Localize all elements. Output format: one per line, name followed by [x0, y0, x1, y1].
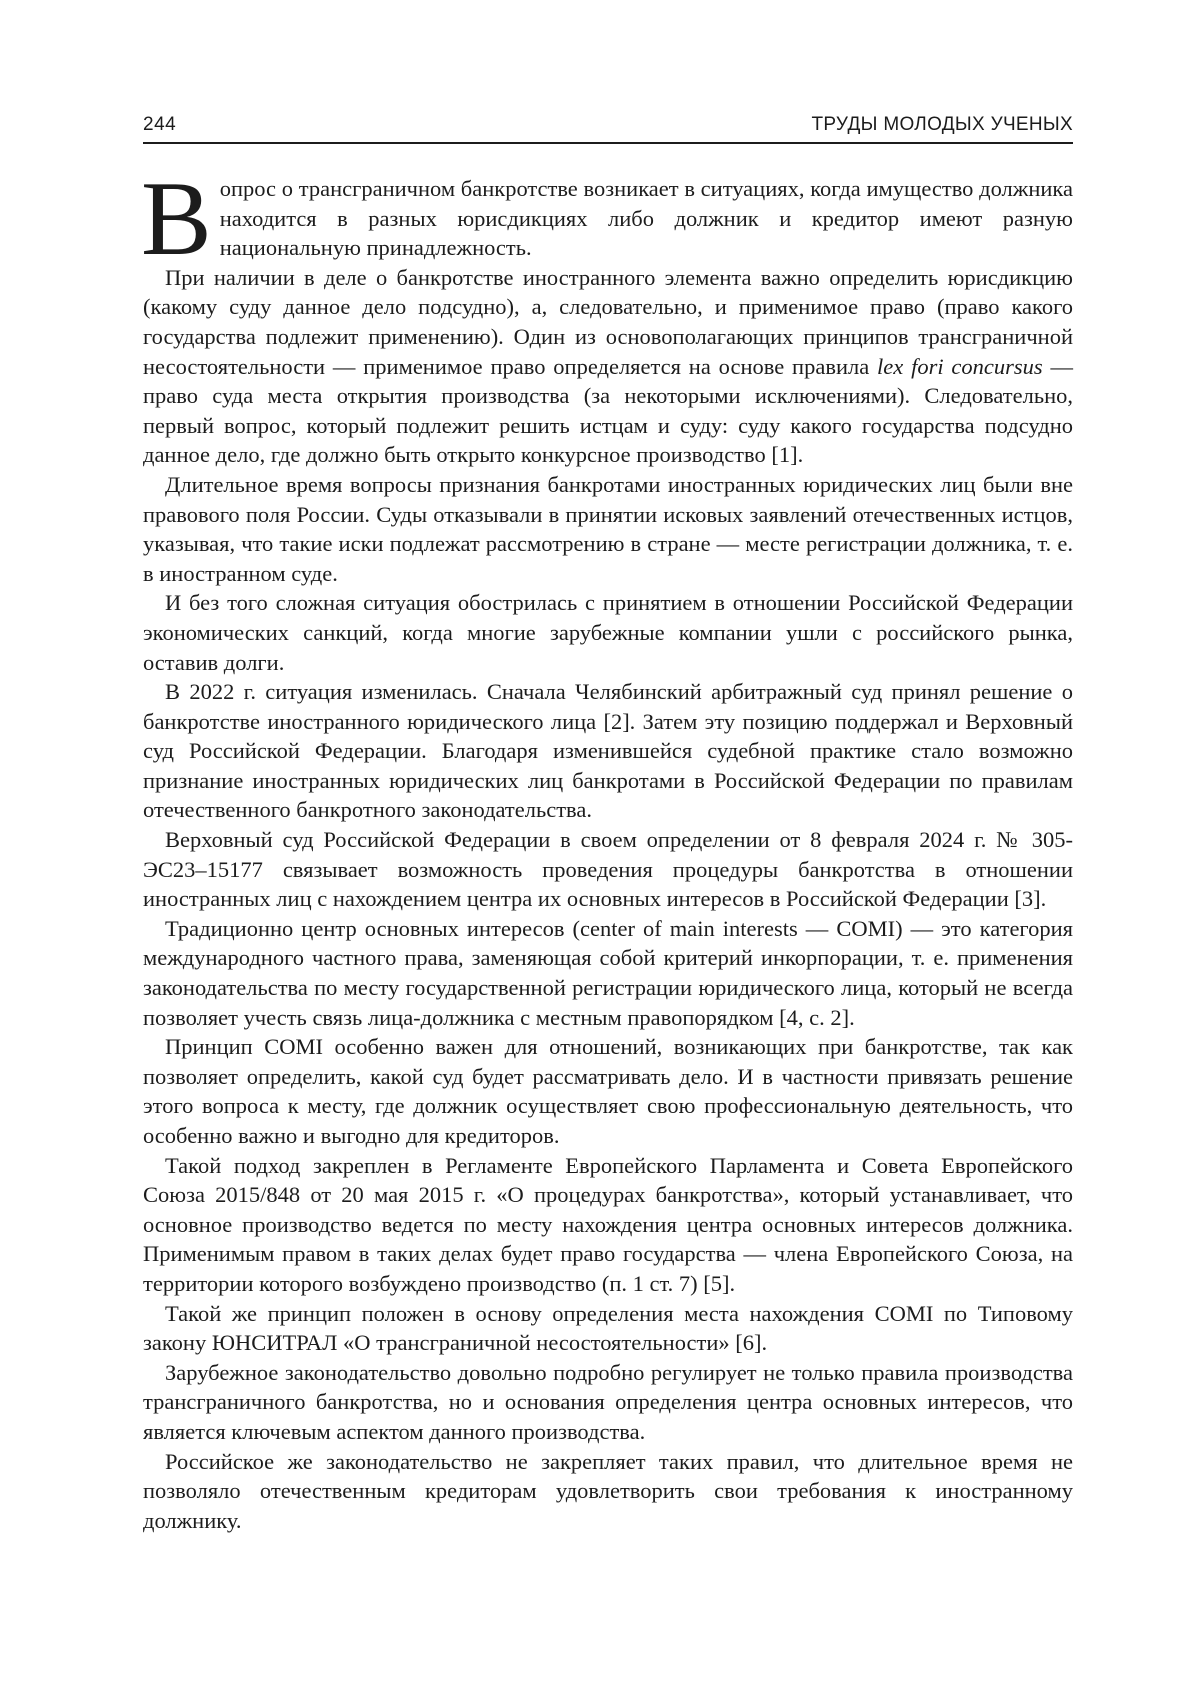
paragraph-9: Такой подход закреплен в Регламенте Европейского Парламента и Совета Европейского Союза 2015/848 от 20 мая 2015 г. «О процедурах банкротства», который устанавливает, что основное производство ведется по месту нахождения центра основных интересов должника. Применимым правом в таких делах будет право государства — члена Европейского Союза, на территории которого возбуждено производство (п. 1 ст. 7) [5]. [143, 1152, 1073, 1296]
running-title: ТРУДЫ МОЛОДЫХ УЧЕНЫХ [811, 114, 1073, 135]
drop-cap: В [141, 160, 212, 277]
paragraph-2-text-b: — право суда места открытия производства (за некоторыми исключениями). Следовательно, первый вопрос, который подлежит решить истцам и суду: суду какого государства подсудно данное дело, где должно быть открыто конкурсное производство [1]. [143, 353, 1073, 468]
paragraph-11: Зарубежное законодательство довольно подробно регулирует не только правила производства трансграничного банкротства, но и основания определения центра основных интересов, что является ключевым аспектом данного производства. [143, 1359, 1073, 1444]
paragraph-5: В 2022 г. ситуация изменилась. Сначала Челябинский арбитражный суд принял решение о банкротстве иностранного юридического лица [2]. Затем эту позицию поддержал и Верховный суд Российской Федерации. Благодаря изменившейся судебной практике стало возможно признание иностранных юридических лиц банкротами в Российской Федерации по правилам отечественного банкротного законодательства. [143, 679, 1073, 823]
running-header [143, 108, 1073, 144]
paragraph-2 [143, 263, 1073, 470]
paragraph-10: Такой же принцип положен в основу определения места нахождения COMI по Типовому закону ЮНСИТРАЛ «О трансграничной несостоятельности» [6]. [143, 1300, 1073, 1356]
article-body [141, 160, 1073, 1535]
paragraph-1-text: опрос о трансграничном банкротстве возникает в ситуациях, когда имущество должника находится в разных юрисдикциях либо должник и кредитор имеют разную национальную принадлежность. [219, 176, 1073, 261]
paragraph-3: Длительное время вопросы признания банкротами иностранных юридических лиц были вне правового поля России. Суды отказывали в принятии исковых заявлений отечественных истцов, указывая, что такие иски подлежат рассмотрению в стране — месте регистрации должника, т. е. в иностранном суде. [143, 471, 1073, 586]
page [143, 108, 1073, 1535]
paragraph-4: И без того сложная ситуация обострилась с принятием в отношении Российской Федерации экономических санкций, когда многие зарубежные компании ушли с российского рынка, оставив долги. [143, 590, 1073, 675]
paragraph-1 [141, 160, 1073, 277]
paragraph-7: Традиционно центр основных интересов (center of main interests — COMI) — это категория международного частного права, заменяющая собой критерий инкорпорации, т. е. применения законодательства по месту государственной регистрации юридического лица, который не всегда позволяет учесть связь лица-должника с местным правопорядком [4, с. 2]. [143, 915, 1073, 1030]
paragraph-8: Принцип COMI особенно важен для отношений, возникающих при банкротстве, так как позволяет определить, какой суд будет рассматривать дело. И в частности привязать решение этого вопроса к месту, где должник осуществляет свою профессиональную деятельность, что особенно важно и выгодно для кредиторов. [143, 1034, 1073, 1148]
paragraph-12: Российское же законодательство не закрепляет таких правил, что длительное время не позволяло отечественным кредиторам удовлетворить свои требования к иностранному должнику. [143, 1448, 1073, 1533]
page-number: 244 [143, 114, 177, 135]
paragraph-2-text-a: При наличии в деле о банкротстве иностранного элемента важно определить юрисдикцию (какому суду данное дело подсудно), а, следовательно, и применимое право (право какого государства подлежит применению). Один из основополагающих принципов трансграничной несостоятельности — применимое право определяется на основе правила [143, 264, 1073, 379]
latin-term: lex fori concursus [877, 353, 1043, 379]
paragraph-6: Верховный суд Российской Федерации в своем определении от 8 февраля 2024 г. № 305-ЭС23–15177 связывает возможность проведения процедуры банкротства в отношении иностранных лиц с нахождением центра их основных интересов в Российской Федерации [3]. [143, 827, 1073, 912]
